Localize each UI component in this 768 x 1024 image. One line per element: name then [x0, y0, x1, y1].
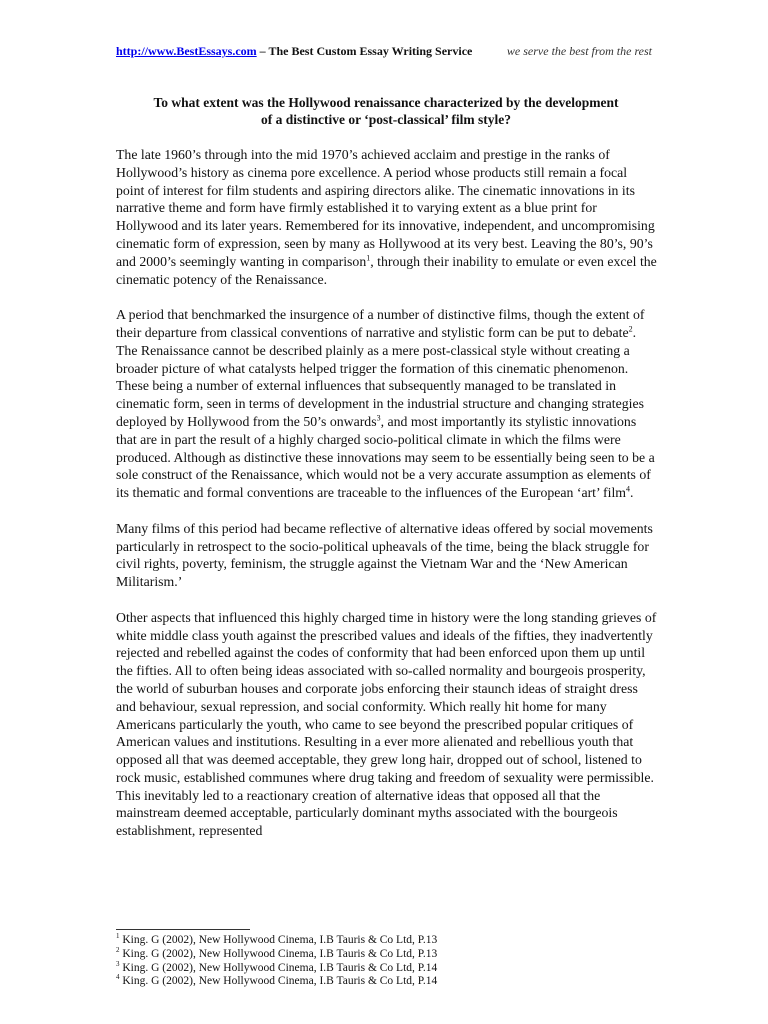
- header-service-name: The Best Custom Essay Writing Service: [268, 44, 473, 58]
- essay-title: [116, 94, 656, 128]
- footnote-ref-1: 1: [366, 253, 371, 263]
- footnote-number: 2: [116, 945, 120, 954]
- footnote-3: [116, 959, 656, 976]
- footnote-number: 3: [116, 959, 120, 968]
- footnote-ref-2: 2: [628, 324, 633, 334]
- website-link[interactable]: http://www.BestEssays.com: [116, 44, 257, 58]
- footnote-number: 1: [116, 932, 120, 941]
- footnote-text: King. G (2002), New Hollywood Cinema, I.B Tauris & Co Ltd, P.14: [119, 961, 438, 974]
- footnote-separator: [116, 929, 250, 930]
- header-tagline: we serve the best from the rest: [506, 44, 652, 58]
- footnote-ref-3: 3: [376, 413, 381, 423]
- paragraph-2-text-b: . The Renaissance cannot be described plainly as a mere post-classical style without creating a broader picture of what catalysts helped trigger the formation of this cinematic phenomenon. These being a number of external influences that subsequently managed to be translated in cinematic form, seen in terms of development in the industrial structure and changing strategies deployed by Hollywood from the 50’s onwards: [116, 324, 644, 429]
- footnote-text: King. G (2002), New Hollywood Cinema, I.B Tauris & Co Ltd, P.13: [119, 934, 438, 946]
- paragraph-1-text-b: , through their inability to emulate or even excel the cinematic potency of the Renaissance.: [116, 253, 657, 287]
- footnote-2: [116, 945, 656, 962]
- paragraph-2: [116, 306, 658, 502]
- footnote-number: 4: [116, 973, 120, 982]
- footnotes: [116, 934, 656, 989]
- paragraph-1-text-a: The late 1960’s through into the mid 1970’s achieved acclaim and prestige in the ranks of Hollywood’s history as cinema pore excellence. A period whose products still remain a focal point of interest for film students and aspiring directors alike. The cinematic innovations in its narrative theme and form have firmly established it to varying extent as a blue print for Hollywood and its later years. Remembered for its innovative, independent, and uncompromising cinematic form of expression, seen by many as Hollywood at its very best. Leaving the 80’s, 90’s and 2000’s seemingly wanting in comparison: [116, 147, 655, 269]
- footnote-4: [116, 975, 656, 989]
- paragraph-2-text-a: A period that benchmarked the insurgence of a number of distinctive films, though the extent of their departure from classical conventions of narrative and stylistic form can be put to debate: [116, 307, 645, 340]
- paragraph-1: [116, 146, 658, 288]
- paragraph-4: Other aspects that influenced this highly charged time in history were the long standing grieves of white middle class youth against the prescribed values and ideals of the fifties, they inadvertently rejected and rebelled against the codes of conformity that had been enforced upon them up until the fifties. All to often being ideas associated with so-called normality and bourgeois prosperity, the world of suburban houses and corporate jobs enforcing their staunch ideas of straight dress and behaviour, sexual repression, and social conformity. Which really hit home for many Americans particularly the youth, who came to see beyond the prescribed popular critiques of American values and institutions. Resulting in a ever more alienated and rebellious youth that opposed all that was deemed acceptable, they grew long hair, dropped out of school, listened to rock music, established communes where drug taking and freedom of sexuality were permissible. This inevitably led to a reactionary creation of alternative ideas that opposed all that the mainstream deemed acceptable, particularly dominant myths associated with the bourgeois establishment, represented: [116, 609, 657, 839]
- essay-title-line-1: To what extent was the Hollywood renaissance characterized by the development: [153, 95, 619, 110]
- footnote-text: King. G (2002), New Hollywood Cinema, I.B Tauris & Co Ltd, P.13: [119, 947, 438, 960]
- paragraph-2-text-c: , and most importantly its stylistic innovations that are in part the result of a highly charged socio-political climate in which the films were produced. Although as distinctive these innovations may seem to be essentially being seen to be a sole construct of the Renaissance, which would not be a very accurate assumption as elements of its thematic and formal conventions are traceable to the influences of the European ‘art’ film: [116, 413, 655, 501]
- header-dash: –: [256, 44, 269, 58]
- footnote-1: [116, 934, 656, 948]
- paragraph-3: Many films of this period had became reflective of alternative ideas offered by social movements particularly in retrospect to the socio-political upheavals of the time, being the black struggle for civil rights, poverty, feminism, the struggle against the Vietnam War and the ‘New American Militarism.’: [116, 520, 653, 590]
- essay-title-line-2: of a distinctive or ‘post-classical’ film style?: [261, 112, 511, 127]
- paragraph-2-text-d: .: [630, 485, 634, 501]
- essay-body: [116, 146, 658, 858]
- page-header: [116, 44, 656, 58]
- footnote-ref-4: 4: [626, 484, 631, 494]
- footnote-text: King. G (2002), New Hollywood Cinema, I.B Tauris & Co Ltd, P.14: [119, 975, 438, 988]
